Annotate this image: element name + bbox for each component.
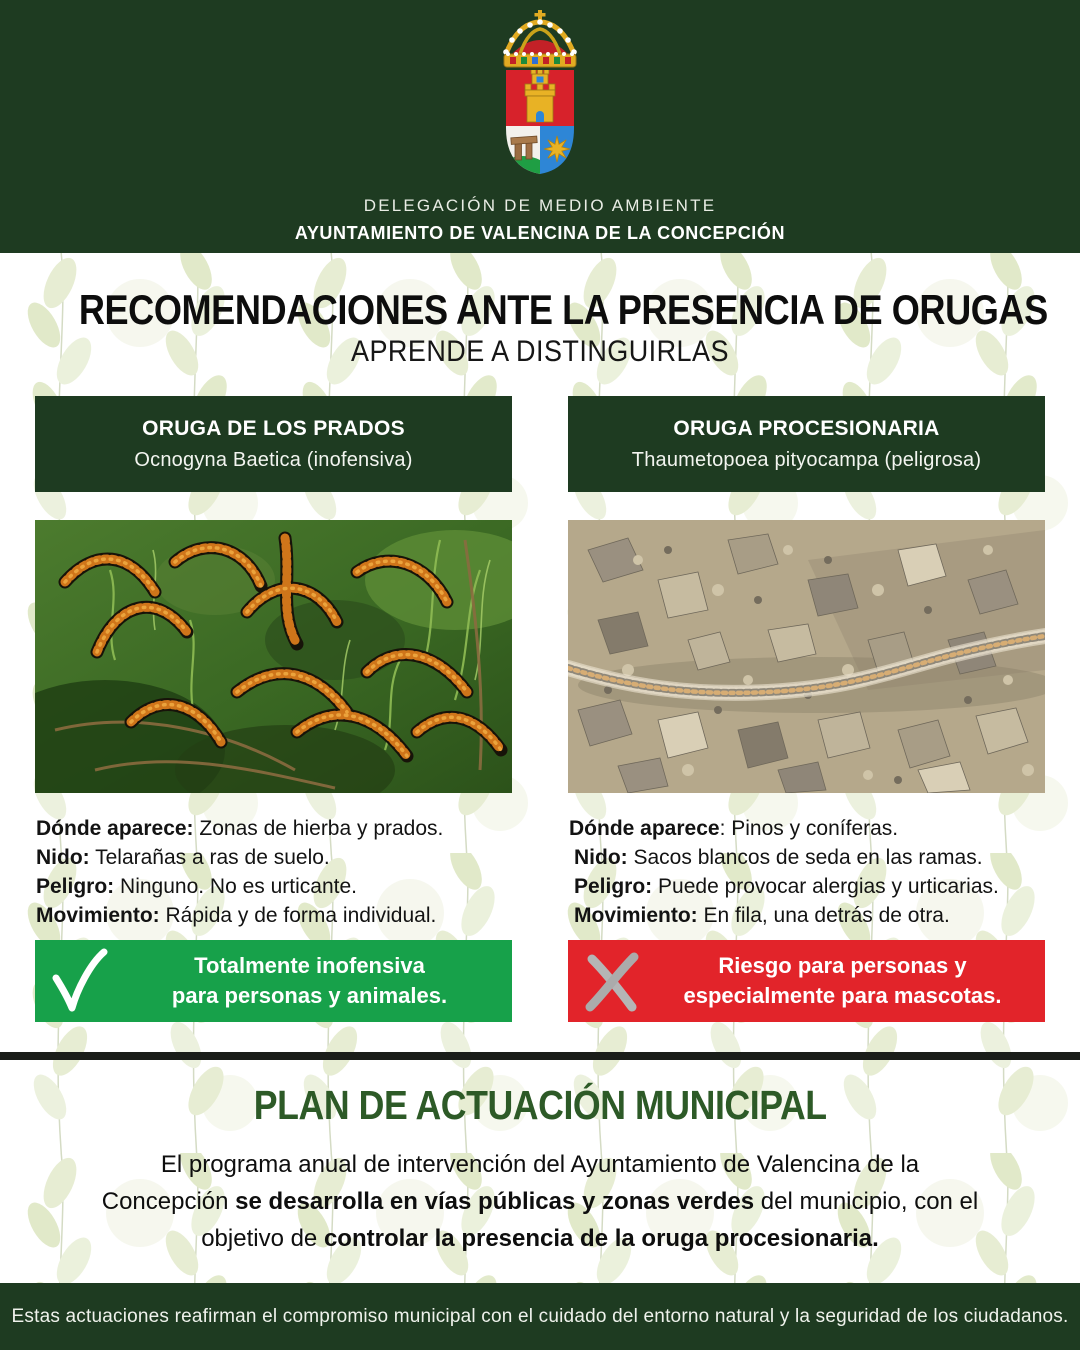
valencina-coat-of-arms-icon <box>490 10 590 182</box>
detail-row: Peligro: Ninguno. No es urticante. <box>36 875 357 898</box>
caterpillar-procession-on-gravel-photo <box>568 520 1045 793</box>
cross-icon <box>568 949 656 1013</box>
column-procesionaria-header <box>568 396 1045 492</box>
section-divider <box>0 1052 1080 1060</box>
footer-banner <box>0 1283 1080 1350</box>
column-prados-species: Ocnogyna Baetica (inofensiva) <box>134 448 413 471</box>
column-oruga-prados <box>35 396 512 1022</box>
page-title: RECOMENDACIONES ANTE LA PRESENCIA DE ORUGAS <box>78 286 1048 333</box>
detail-row: Dónde aparece: Zonas de hierba y prados. <box>36 817 444 840</box>
prados-verdict-banner <box>35 940 512 1022</box>
detail-row: Nido: Sacos blancos de seda en las ramas. <box>574 846 983 869</box>
plan-paragraph: El programa anual de intervención del Ayuntamiento de Valencina de la Concepción se desarrolla en vías públicas y zonas verdes del municipio, con el objetivo de controlar la presencia de la oruga procesionaria. <box>101 1151 979 1252</box>
procesionaria-verdict-banner <box>568 940 1045 1022</box>
detail-row: Nido: Telarañas a ras de suelo. <box>36 846 330 869</box>
procesionaria-verdict-text: Riesgo para personas y especialmente para mascotas. <box>683 953 1002 1008</box>
column-prados-header <box>35 396 512 492</box>
comparison-columns <box>35 396 1045 1022</box>
column-procesionaria-name: ORUGA PROCESIONARIA <box>673 416 940 440</box>
detail-row: Movimiento: Rápida y de forma individual. <box>36 904 437 927</box>
column-prados-name: ORUGA DE LOS PRADOS <box>142 416 405 440</box>
prados-verdict-text: Totalmente inofensiva para personas y animales. <box>171 953 448 1008</box>
header-banner <box>0 0 1080 253</box>
detail-row: Peligro: Puede provocar alergias y urticarias. <box>574 875 999 898</box>
plan-title: PLAN DE ACTUACIÓN MUNICIPAL <box>253 1082 827 1128</box>
page-subtitle: APRENDE A DISTINGUIRLAS <box>351 335 729 368</box>
procesionaria-details <box>569 814 1045 930</box>
header-municipality: AYUNTAMIENTO DE VALENCINA DE LA CONCEPCIÓN <box>294 223 786 243</box>
column-oruga-procesionaria <box>568 396 1045 1022</box>
detail-row: Dónde aparece: Pinos y coníferas. <box>569 817 899 840</box>
detail-row: Movimiento: En fila, una detrás de otra. <box>574 904 950 927</box>
caterpillar-cluster-on-grass-photo <box>35 520 512 793</box>
footer-text: Estas actuaciones reafirman el compromiso municipal con el cuidado del entorno natural y la seguridad de los ciudadanos. <box>11 1305 1069 1327</box>
prados-details <box>36 814 512 930</box>
column-procesionaria-species: Thaumetopoea pityocampa (peligrosa) <box>631 448 982 471</box>
header-department: DELEGACIÓN DE MEDIO AMBIENTE <box>363 196 717 215</box>
check-icon <box>35 948 123 1014</box>
